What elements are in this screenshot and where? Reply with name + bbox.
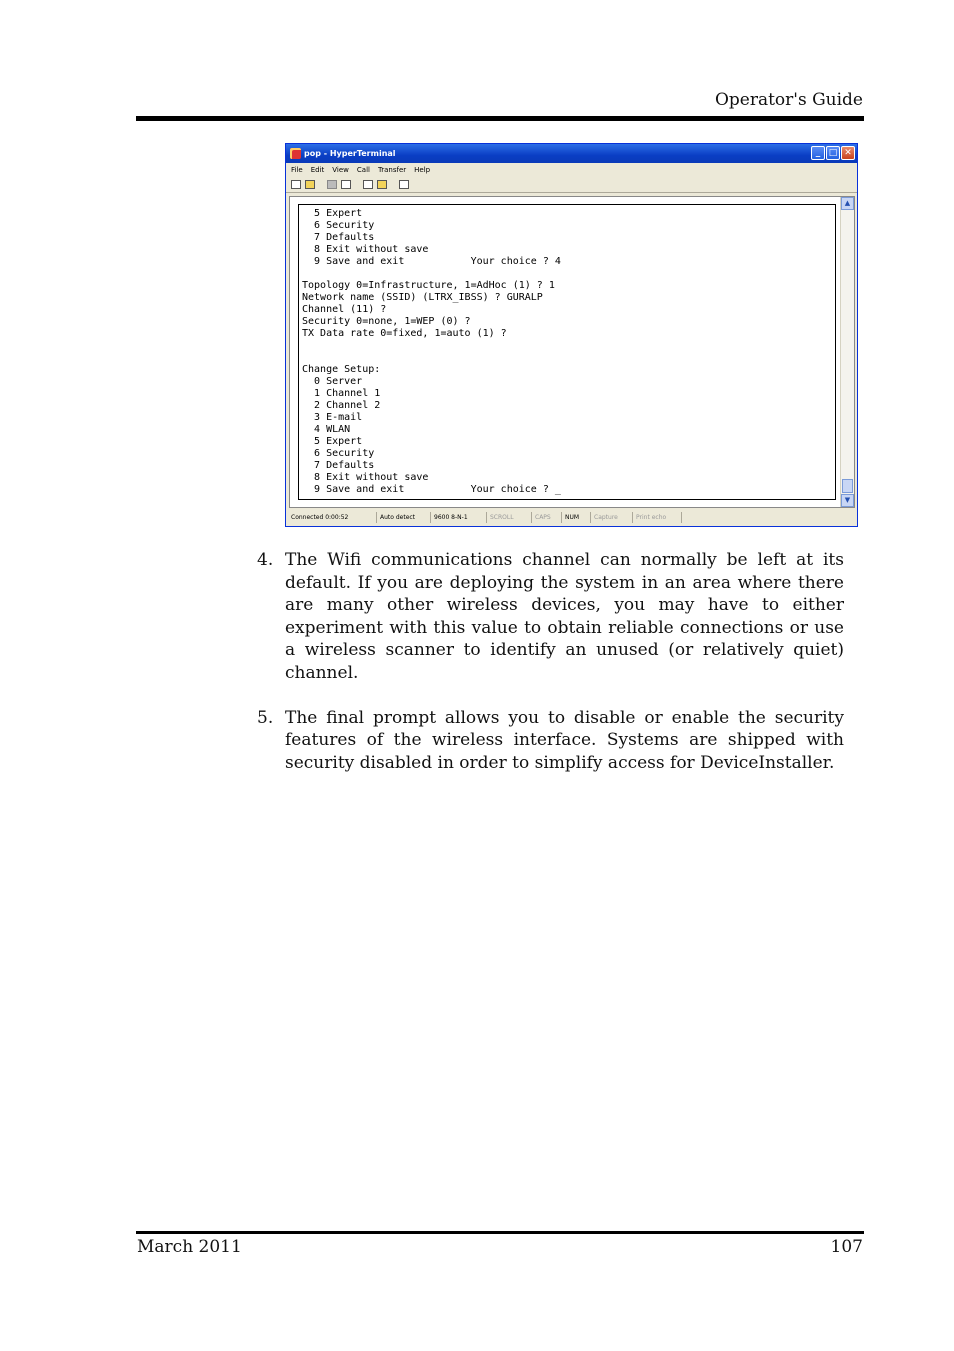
item-number: 4. [257,550,274,570]
scroll-up-icon[interactable]: ▲ [841,197,854,210]
hangup-icon[interactable] [341,180,351,189]
item-text: The final prompt allows you to disable or enable the security features of the wireless interface. Systems are shipped with security disabled in order to simplify access for DeviceInstaller. [285,707,844,773]
menu-help[interactable]: Help [414,165,431,174]
open-icon[interactable] [305,180,315,189]
receive-icon[interactable] [377,180,387,189]
list-item [257,707,844,775]
toolbar [286,176,857,193]
status-echo: Print echo [633,512,682,523]
status-scroll: SCROLL [487,512,532,523]
menu-transfer[interactable]: Transfer [377,165,407,174]
scroll-down-icon[interactable]: ▼ [841,494,854,507]
running-header: Operator's Guide [714,90,863,110]
list-item [257,549,844,685]
terminal-output: 5 Expert 6 Security 7 Defaults 8 Exit without save 9 Save and exit Your choice ? 4 Topology 0=Infrastructure, 1=AdHoc (1) ? 1 Network name (SSID) (LTRX_IBSS) ? GURALP Channel (11) ? Security 0=none, 1=WEP (0) ? TX Data rate 0=fixed, 1=auto (1) ? Change Setup: 0 Server 1 Channel 1 2 Channel 2 3 E-mail 4 WLAN 5 Expert 6 Security 7 Defaults 8 Exit without save 9 Save and exit Your choice ? _ [302,208,561,495]
minimize-button[interactable]: _ [811,146,825,160]
new-icon[interactable] [291,180,301,189]
window-title: pop - HyperTerminal [304,149,396,158]
footer-date: March 2011 [137,1237,242,1257]
status-settings: 9600 8-N-1 [431,512,487,523]
status-bar [288,510,855,524]
footer-rule [136,1231,864,1234]
terminal-screen[interactable] [298,204,836,500]
hyperterminal-window [285,143,858,527]
instruction-list [257,549,844,796]
status-detect: Auto detect [377,512,431,523]
menu-call[interactable]: Call [356,165,370,174]
vertical-scrollbar[interactable] [840,197,854,507]
menu-bar [286,163,857,176]
properties-icon[interactable] [399,180,409,189]
item-text: The Wifi communications channel can normally be left at its default. If you are deploying the system in an area where there are many other wireless devices, you may have to either experiment with this value to obtain reliable connections or use a wireless scanner to identify an unused (or relatively quiet) channel. [285,550,844,683]
phone-icon[interactable] [327,180,337,189]
page-number: 107 [830,1237,863,1257]
terminal-area[interactable] [289,196,855,508]
menu-file[interactable]: File [291,165,303,174]
status-caps: CAPS [532,512,562,523]
close-button[interactable]: ✕ [841,146,855,160]
scroll-thumb[interactable] [842,479,853,493]
header-rule [136,116,864,121]
title-bar [286,144,857,163]
item-number: 5. [257,707,274,728]
hyperterminal-icon [290,148,301,159]
maximize-button[interactable]: □ [826,146,840,160]
status-connected: Connected 0:00:52 [288,512,377,523]
status-capture: Capture [591,512,633,523]
send-icon[interactable] [363,180,373,189]
menu-edit[interactable]: Edit [310,165,325,174]
menu-view[interactable]: View [332,165,349,174]
status-num: NUM [562,512,591,523]
